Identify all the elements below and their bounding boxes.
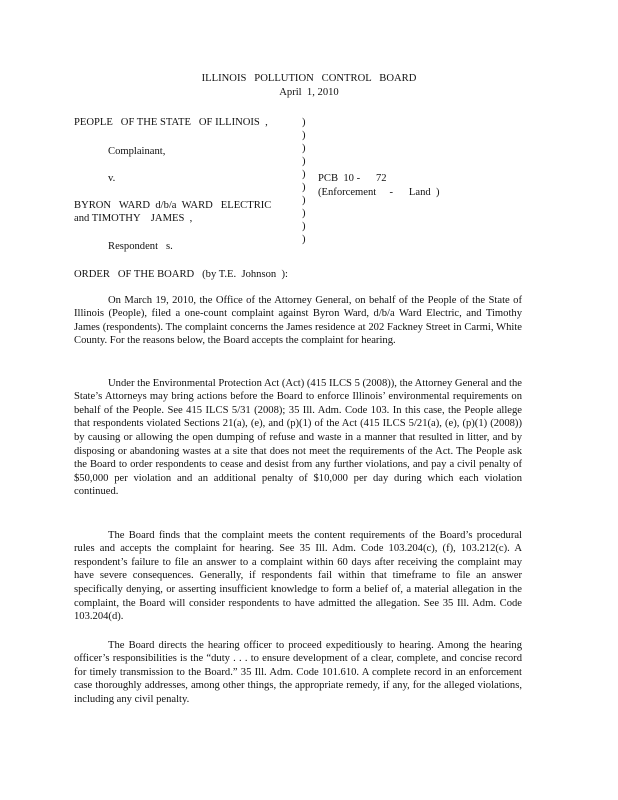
caption-paren: ) <box>302 117 306 128</box>
caption-paren: ) <box>302 234 306 245</box>
caption-paren: ) <box>302 208 306 219</box>
plaintiff-role: Complainant, <box>108 146 166 157</box>
body-paragraph-4: The Board directs the hearing officer to proceed expeditiously to hearing. Among the hearing officer’s responsibilities is the “duty . . . to ensure development of a clear, complete, and concise record for timely transmission to the Board.” 35 Ill. Adm. Code 101.610. A complete record in an enforcement case thoroughly addresses, among other things, the appropriate remedy, if any, for the alleged violations, including any civil penalty. <box>74 639 522 705</box>
caption-paren: ) <box>302 195 306 206</box>
caption-paren: ) <box>302 130 306 141</box>
body-paragraph-2: Under the Environmental Protection Act (Act) (415 ILCS 5 (2008)), the Attorney General and the State’s Attorneys may bring actions before the Board to enforce Illinois’ environmental requirements on behalf of the People. See 415 ILCS 5/31 (2008); 35 Ill. Adm. Code 103. In this case, the People allege that respondents violated Sections 21(a), (e), and (p)(1) of the Act (415 ILCS 5/21(a), (e), (p)(1) (2008)) by causing or allowing the open dumping of refuse and waste in a manner that resulted in litter, and by disposing or abandoning wastes at a site that does not meet the requirements of the Act. The People ask the Board to order respondents to cease and desist from any further violations, and pay a civil penalty of $50,000 per violation and an additional penalty of $10,000 per day during which each violation continued. <box>74 377 522 498</box>
order-heading: ORDER OF THE BOARD (by T.E. Johnson ): <box>74 269 288 280</box>
caption-paren: ) <box>302 169 306 180</box>
versus-label: v. <box>108 173 116 184</box>
caption-paren: ) <box>302 221 306 232</box>
caption-paren: ) <box>302 143 306 154</box>
body-paragraph-1: On March 19, 2010, the Office of the Attorney General, on behalf of the People of the State of Illinois (People), filed a one-count complaint against Byron Ward, d/b/a Ward Electric, and Timothy James (respondents). The complaint concerns the James residence at 202 Fackney Street in Carmi, White County. For the reasons below, the Board accepts the complaint for hearing. <box>74 294 522 347</box>
plaintiff-name: PEOPLE OF THE STATE OF ILLINOIS , <box>74 117 268 128</box>
caption-paren: ) <box>302 182 306 193</box>
defendant-role: Respondent s. <box>108 241 173 252</box>
caption-paren: ) <box>302 156 306 167</box>
case-number: PCB 10 - 72 <box>318 173 387 184</box>
body-paragraph-3: The Board finds that the complaint meets the content requirements of the Board’s procedural rules and accepts the complaint for hearing. See 35 Ill. Adm. Code 103.204(c), (f), 103.212(c). A respondent’s failure to file an answer to a complaint within 60 days after receiving the complaint may have severe consequences. Generally, if respondents fail within that timeframe to file an answer specifically denying, or asserting insufficient knowledge to form a belief of, a material allegation in the complaint, the Board will consider respondents to have admitted the allegation. See 35 Ill. Adm. Code 103.204(d). <box>74 529 522 623</box>
order-date: April 1, 2010 <box>279 87 339 98</box>
defendant-name-line2: and TIMOTHY JAMES , <box>74 213 193 224</box>
case-type: (Enforcement - Land ) <box>318 187 440 198</box>
agency-title: ILLINOIS POLLUTION CONTROL BOARD <box>201 73 417 84</box>
defendant-name-line1: BYRON WARD d/b/a WARD ELECTRIC <box>74 200 272 211</box>
